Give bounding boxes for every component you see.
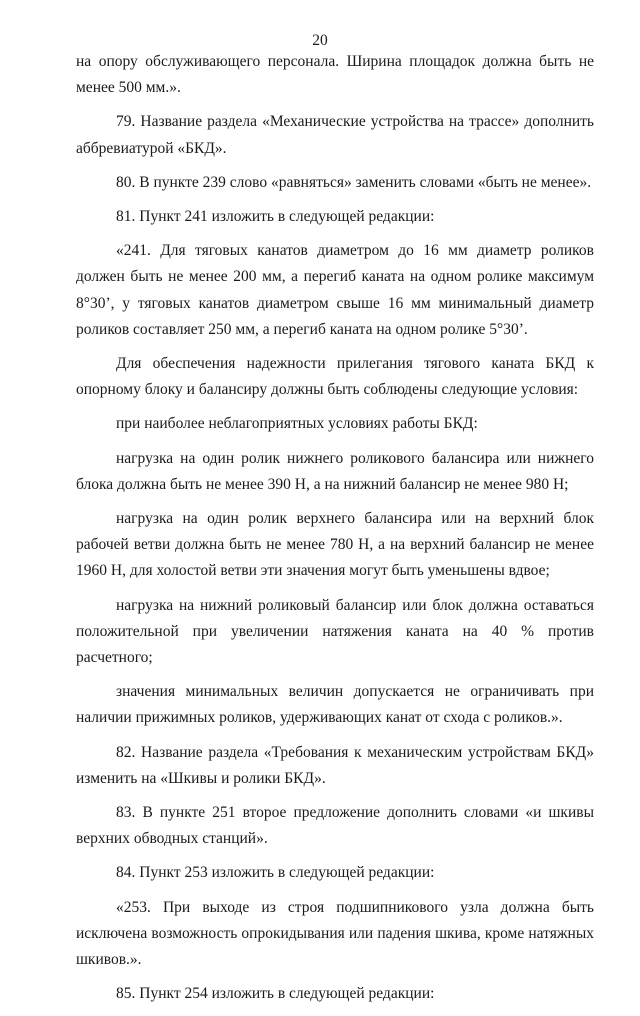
paragraph-item-85: 85. Пункт 254 изложить в следующей редакции: bbox=[116, 985, 435, 1003]
paragraph-item-83: 83. В пункте 251 второе предложение дополнить словами «и шкивы верхних обводных станций». bbox=[76, 804, 594, 848]
paragraph-condition-positive: нагрузка на нижний роликовый балансир или блок должна оставаться положительной при увеличении натяжения каната на 40 % против расчетного; bbox=[76, 596, 594, 667]
paragraph-condition-upper: нагрузка на один ролик верхнего балансира или на верхний блок рабочей ветви должна быть не менее 780 Н, а на верхний балансир не менее 1960 Н, для холостой ветви эти значения могут быть уменьшены вдвое; bbox=[76, 510, 594, 580]
paragraph-item-80: 80. В пункте 239 слово «равняться» заменить словами «быть не менее». bbox=[116, 173, 592, 191]
paragraph-condition-exception: значения минимальных величин допускается не ограничивать при наличии прижимных роликов, удерживающих канат от схода с роликов.». bbox=[76, 683, 594, 727]
paragraph-conditions-lead: при наиболее неблагоприятных условиях работы БКД: bbox=[116, 415, 478, 433]
paragraph-item-79: 79. Название раздела «Механические устройства на трассе» дополнить аббревиатурой «БКД». bbox=[76, 113, 594, 157]
paragraph-item-82: 82. Название раздела «Требования к механическим устройствам БКД» изменить на «Шкивы и ролики БКД». bbox=[76, 743, 594, 787]
paragraph-clause-253: «253. При выходе из строя подшипникового узла должна быть исключена возможность опрокидывания или падения шкива, кроме натяжных шкивов.». bbox=[76, 898, 594, 969]
paragraph-condition-lower: нагрузка на один ролик нижнего роликового балансира или нижнего блока должна быть не менее 390 Н, а на нижний балансир не менее 980 Н; bbox=[76, 449, 594, 493]
document-body bbox=[76, 49, 594, 1016]
paragraph-item-84: 84. Пункт 253 изложить в следующей редакции: bbox=[116, 864, 435, 882]
paragraph-clause-241: «241. Для тяговых канатов диаметром до 16 мм диаметр роликов должен быть не менее 200 мм, а перегиб каната на одном ролике максимум 8°30’, у тяговых канатов диаметром свыше 16 мм минимальный диаметр роликов составляет 250 мм, а перегиб каната на одном ролике 5°30’. bbox=[76, 242, 594, 338]
paragraph-item-81: 81. Пункт 241 изложить в следующей редакции: bbox=[116, 208, 435, 226]
paragraph-continuation: на опору обслуживающего персонала. Ширина площадок должна быть не менее 500 мм.». bbox=[76, 53, 594, 97]
paragraph-conditions-intro: Для обеспечения надежности прилегания тягового каната БКД к опорному блоку и балансиру должны быть соблюдены следующие условия: bbox=[76, 355, 594, 399]
page-number: 20 bbox=[312, 32, 328, 49]
